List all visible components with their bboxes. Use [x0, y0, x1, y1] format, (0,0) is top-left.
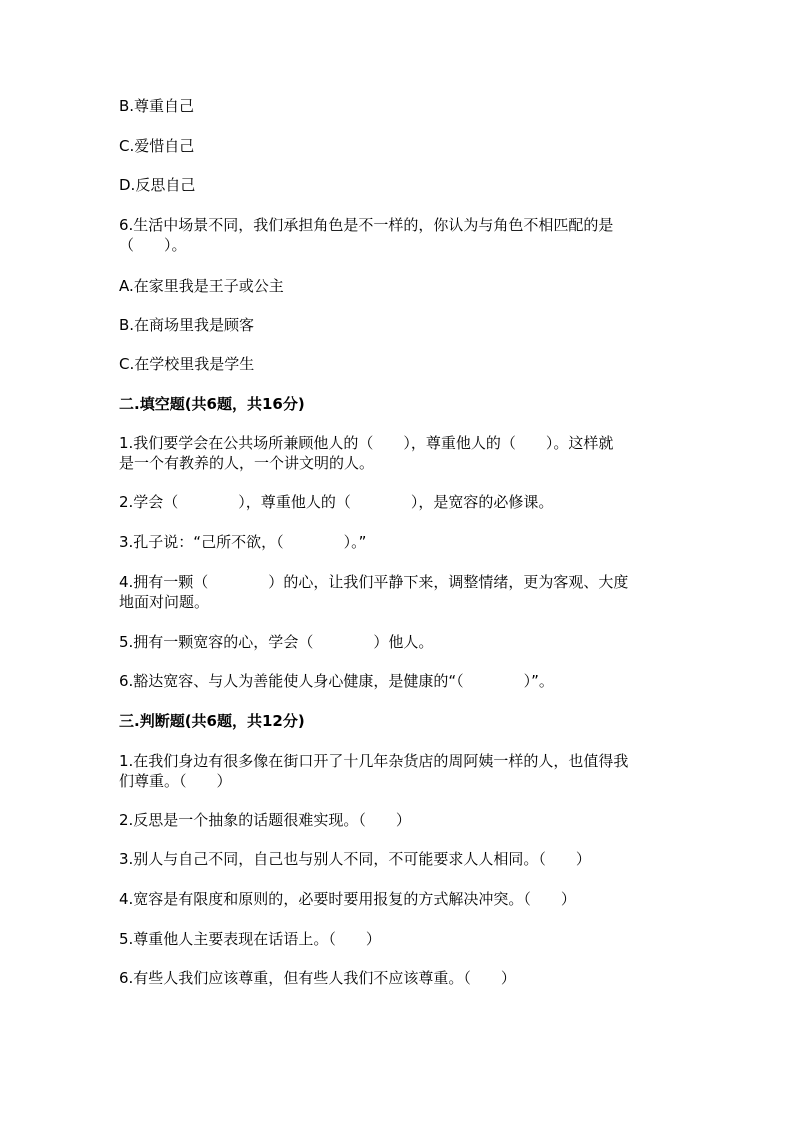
judge-q6: 6.有些人我们应该尊重，但有些人我们不应该尊重。（ ）: [119, 969, 516, 987]
option-6c: C.在学校里我是学生: [119, 355, 255, 373]
option-5c: C.爱惜自己: [119, 137, 195, 155]
fill-q3: 3.孔子说：“己所不欲，（ ）。”: [119, 533, 367, 551]
fill-q6: 6.豁达宽容、与人为善能使人身心健康，是健康的“（ ）”。: [119, 672, 554, 690]
question-6-stem-line2: （ ）。: [119, 236, 187, 254]
section-title-judge: 三.判断题(共6题，共12分): [119, 712, 305, 730]
fill-q5: 5.拥有一颗宽容的心，学会（ ）他人。: [119, 633, 434, 651]
option-6a: A.在家里我是王子或公主: [119, 277, 284, 295]
question-6-stem-line1: 6.生活中场景不同，我们承担角色是不一样的，你认为与角色不相匹配的是: [119, 216, 614, 234]
option-5b: B.尊重自己: [119, 97, 195, 115]
option-6b: B.在商场里我是顾客: [119, 316, 255, 334]
fill-q4-line1: 4.拥有一颗（ ）的心，让我们平静下来，调整情绪，更为客观、大度: [119, 573, 629, 591]
fill-q4-line2: 地面对问题。: [119, 593, 210, 611]
option-5d: D.反思自己: [119, 176, 196, 194]
judge-q4: 4.宽容是有限度和原则的，必要时要用报复的方式解决冲突。（ ）: [119, 890, 576, 908]
section-title-fill: 二.填空题(共6题，共16分): [119, 395, 305, 413]
fill-q2: 2.学会（ ），尊重他人的（ ），是宽容的必修课。: [119, 493, 554, 511]
judge-q2: 2.反思是一个抽象的话题很难实现。（ ）: [119, 811, 411, 829]
judge-q3: 3.别人与自己不同，自己也与别人不同，不可能要求人人相同。（ ）: [119, 850, 591, 868]
fill-q1-line2: 是一个有教养的人，一个讲文明的人。: [119, 454, 375, 472]
judge-q1-line1: 1.在我们身边有很多像在街口开了十几年杂货店的周阿姨一样的人，也值得我: [119, 752, 629, 770]
fill-q1-line1: 1.我们要学会在公共场所兼顾他人的（ ），尊重他人的（ ）。这样就: [119, 434, 614, 452]
judge-q1-line2: 们尊重。（ ）: [119, 772, 232, 790]
judge-q5: 5.尊重他人主要表现在话语上。（ ）: [119, 930, 381, 948]
